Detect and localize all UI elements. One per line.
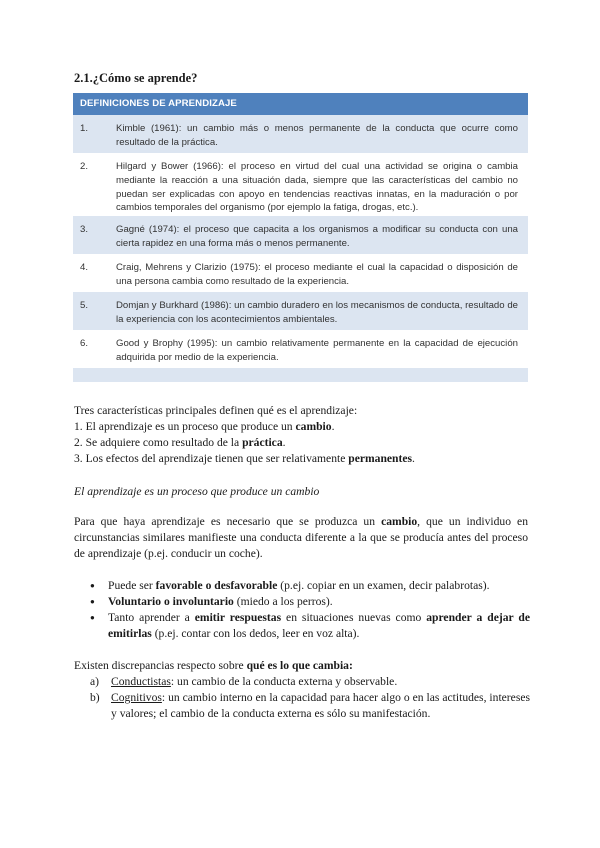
table-row bbox=[73, 115, 528, 153]
row-number: 1. bbox=[80, 123, 89, 134]
bullet-icon: ● bbox=[90, 613, 95, 622]
row-text: Craig, Mehrens y Clarizio (1975): el proceso mediante el cual la capacidad o disposición de una persona cambia como resultado de la experiencia. bbox=[116, 262, 518, 287]
characteristic-item: 1. El aprendizaje es un proceso que produce un cambio. bbox=[74, 420, 335, 433]
characteristic-item: 3. Los efectos del aprendizaje tienen que ser relativamente permanentes. bbox=[74, 452, 415, 465]
row-text: Kimble (1961): un cambio más o menos permanente de la conducta que ocurre como resultado de la práctica. bbox=[116, 123, 518, 148]
list-item: a) Conductistas: un cambio de la conducta externa y observable. bbox=[90, 675, 398, 688]
bullet-list bbox=[90, 578, 530, 642]
table-row bbox=[73, 330, 528, 368]
table-footer-band bbox=[73, 368, 528, 382]
list-item: ● Puede ser favorable o desfavorable (p.ej. copiar en un examen, decir palabrotas). bbox=[90, 579, 490, 592]
characteristics-intro: Tres características principales definen qué es el aprendizaje: bbox=[74, 404, 358, 417]
row-text: Gagné (1974): el proceso que capacita a los organismos a modificar su conducta con una cierta rapidez en una forma más o menos permanente. bbox=[116, 224, 518, 249]
table-row bbox=[73, 216, 528, 254]
discrepancies-list bbox=[90, 674, 530, 722]
row-number: 4. bbox=[80, 262, 89, 273]
row-number: 6. bbox=[80, 338, 89, 349]
list-item: ● Tanto aprender a emitir respuestas en situaciones nuevas como aprender a dejar de emitirlas (p.ej. contar con los dedos, leer en voz alta). bbox=[90, 611, 530, 640]
discrepancies-intro: Existen discrepancias respecto sobre qué es lo que cambia: bbox=[74, 659, 353, 672]
subsection-title: El aprendizaje es un proceso que produce un cambio bbox=[74, 485, 320, 498]
row-text: Good y Brophy (1995): un cambio relativamente permanente en la capacidad de ejecución adquirida por medio de la experiencia. bbox=[116, 338, 518, 363]
list-item: ● Voluntario o involuntario (miedo a los perros). bbox=[90, 595, 333, 608]
table-header: DEFINICIONES DE APRENDIZAJE bbox=[73, 93, 528, 115]
bullet-icon: ● bbox=[90, 581, 95, 590]
row-text: Domjan y Burkhard (1986): un cambio duradero en los mecanismos de conducta, resultado de la experiencia con los acontecimientos ambientales. bbox=[116, 300, 518, 325]
row-number: 3. bbox=[80, 224, 89, 235]
definitions-table bbox=[73, 93, 528, 382]
row-text: Hilgard y Bower (1966): el proceso en virtud del cual una actividad se origina o cambia mediante la reacción a una situación dada, siempre que las características del cambio no puedan ser explicadas con apoyo en tendencias reactivas innatas, en la maduración o por cambios temporales del organismo (por ejemplo la fatiga, drogas, etc.). bbox=[116, 161, 518, 214]
table-row bbox=[73, 292, 528, 330]
table-row bbox=[73, 254, 528, 292]
list-item: b) Cognitivos: un cambio interno en la capacidad para hacer algo o en las actitudes, intereses y valores; el cambio de la conducta externa es sólo su manifestación. bbox=[90, 691, 530, 720]
body-paragraph: Para que haya aprendizaje es necesario que se produzca un cambio, que un individuo en circunstancias similares manifieste una conducta diferente a la que se producía antes del proceso de aprendizaje (p.ej. conducir un coche). bbox=[74, 515, 529, 560]
characteristic-item: 2. Se adquiere como resultado de la práctica. bbox=[74, 436, 286, 449]
row-number: 5. bbox=[80, 300, 89, 311]
section-title: 2.1.¿Cómo se aprende? bbox=[74, 71, 198, 85]
bullet-icon: ● bbox=[90, 597, 95, 606]
row-number: 2. bbox=[80, 161, 89, 172]
characteristics-list bbox=[74, 403, 528, 467]
table-row bbox=[73, 153, 528, 216]
